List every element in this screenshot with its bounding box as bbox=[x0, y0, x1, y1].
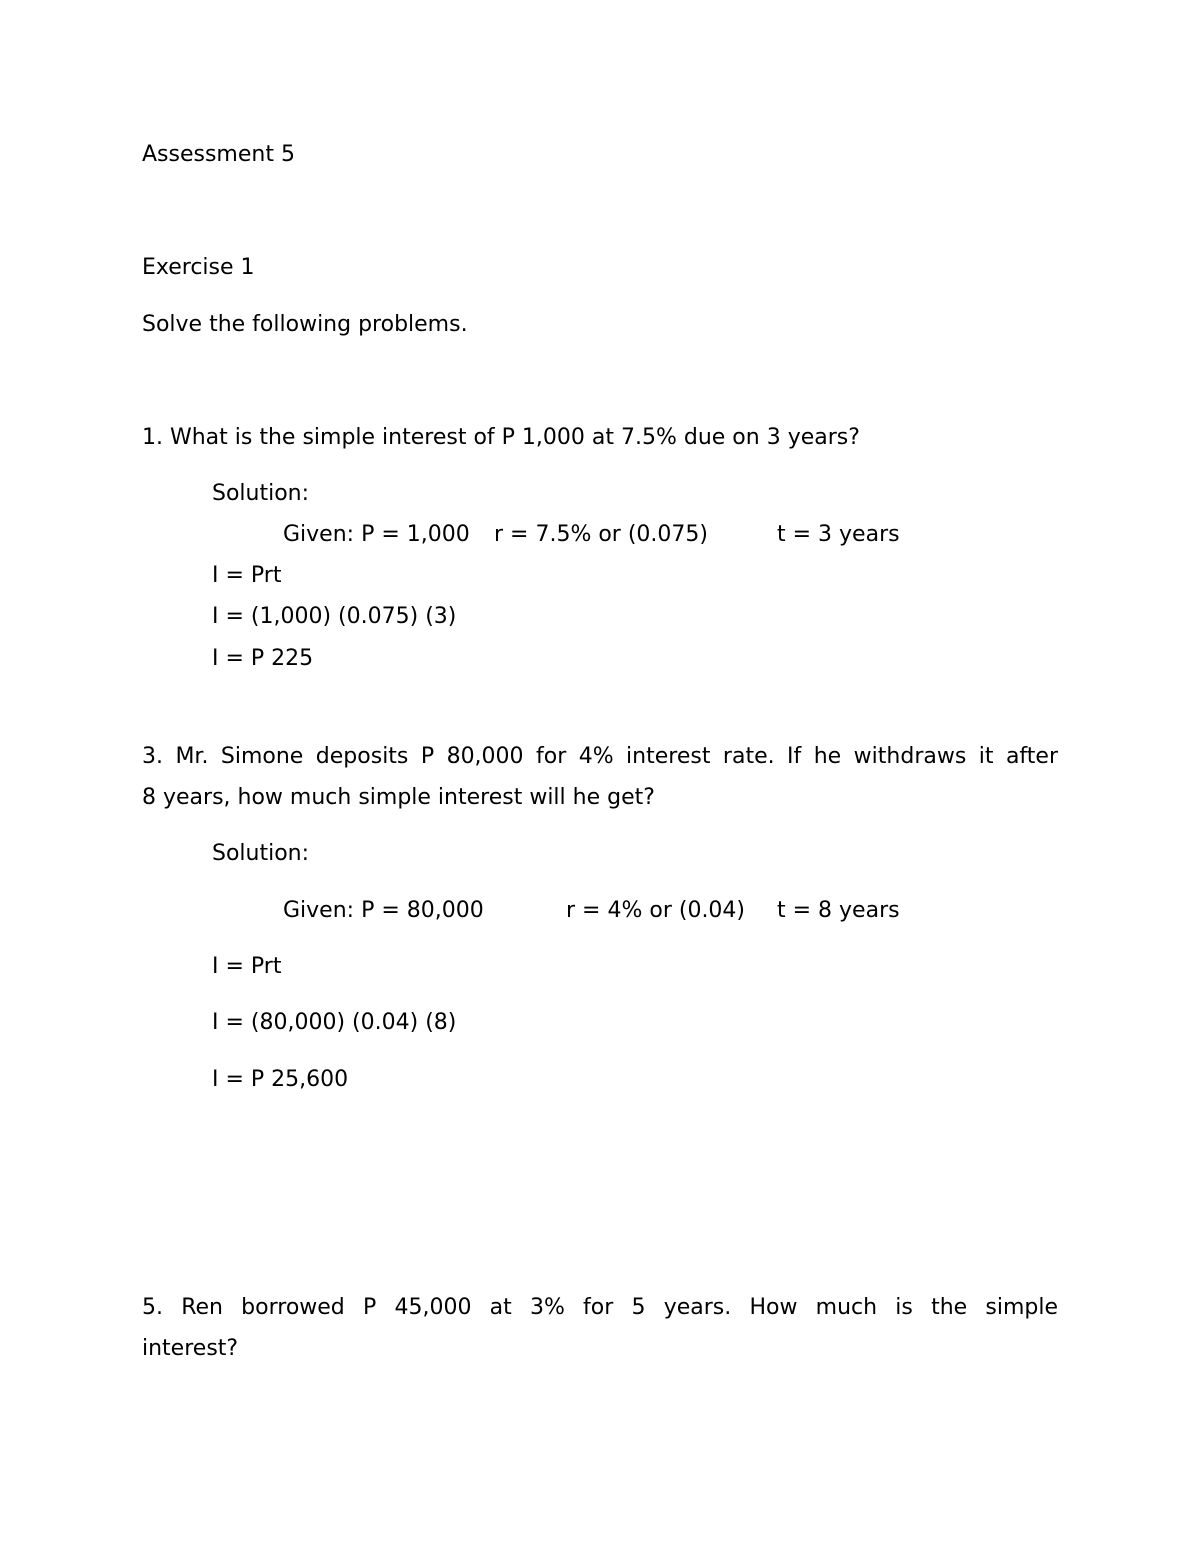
problem-3-given-rate: r = 4% or (0.04) bbox=[566, 898, 746, 923]
problem-1-given-principal: Given: P = 1,000 bbox=[283, 522, 470, 547]
problem-3-formula: I = Prt bbox=[212, 954, 282, 979]
problem-3-question-line-2: 8 years, how much simple interest will he get? bbox=[142, 785, 655, 810]
problem-5-question-line-2: interest? bbox=[142, 1336, 239, 1361]
problem-3-question-line-1: 3. Mr. Simone deposits P 80,000 for 4% interest rate. If he withdraws it after bbox=[142, 744, 1058, 769]
instructions: Solve the following problems. bbox=[142, 312, 468, 337]
problem-1-question: 1. What is the simple interest of P 1,000 at 7.5% due on 3 years? bbox=[142, 425, 860, 450]
problem-1-formula: I = Prt bbox=[212, 563, 282, 588]
problem-1-substitution: I = (1,000) (0.075) (3) bbox=[212, 604, 457, 629]
problem-3-answer: I = P 25,600 bbox=[212, 1067, 349, 1092]
exercise-heading: Exercise 1 bbox=[142, 255, 255, 280]
problem-3-given-principal: Given: P = 80,000 bbox=[283, 898, 484, 923]
problem-3-given-time: t = 8 years bbox=[777, 898, 900, 923]
problem-1-given-time: t = 3 years bbox=[777, 522, 900, 547]
problem-5-question-line-1: 5. Ren borrowed P 45,000 at 3% for 5 years. How much is the simple bbox=[142, 1295, 1058, 1320]
problem-1-solution-label: Solution: bbox=[212, 481, 310, 506]
document-title: Assessment 5 bbox=[142, 142, 295, 167]
problem-3-solution-label: Solution: bbox=[212, 841, 310, 866]
problem-1-answer: I = P 225 bbox=[212, 646, 314, 671]
problem-1-given-rate: r = 7.5% or (0.075) bbox=[494, 522, 708, 547]
problem-3-substitution: I = (80,000) (0.04) (8) bbox=[212, 1010, 457, 1035]
